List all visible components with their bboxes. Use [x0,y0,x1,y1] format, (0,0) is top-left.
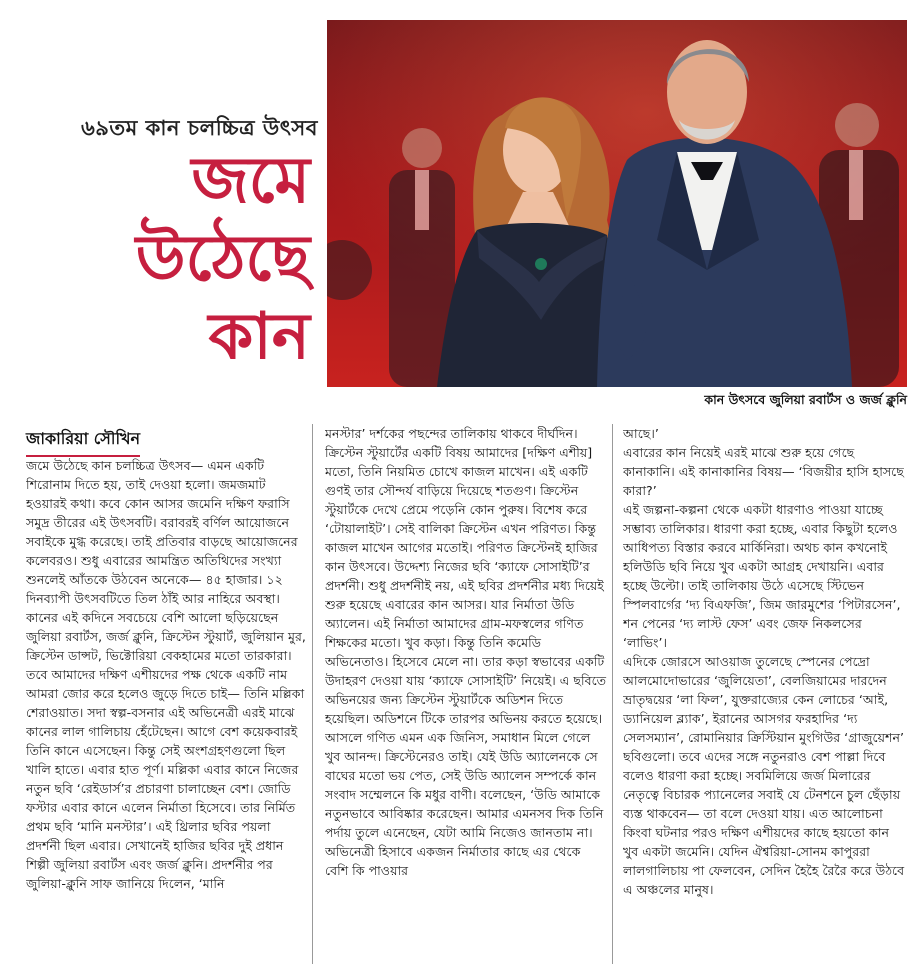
article-paragraph: এবারের কান নিয়েই এরই মাঝে শুরু হয়ে গেছে কানাকানি। এই কানাকানির বিষয়— ‘বিজয়ীর হাসি হাসছে কারা?’ [623,445,904,498]
article-paragraph: আছে।’ [623,426,659,441]
column-rule-2 [612,424,613,964]
red-carpet-photo [327,20,907,387]
feature-photo [327,20,907,387]
article-paragraph: ক্রিস্টেন স্টুয়ার্টের একটি বিষয় আমাদের [দক্ষিণ এশীয়] মতো, তিনি নিয়মিত চোখে কাজল মাখেন। এই একটি গুণই তার সৌন্দর্য বাড়িয়ে দিয়েছে শতগুণ। ক্রিস্টেন স্টুয়ার্টকে দেখে প্রেমে পড়েনি কোন পুরুষ। বিশেষ করে ‘টোয়ালাইট’। সেই বালিকা ক্রিস্টেন এখন পরিণত। কিন্তু কাজল মাখেন আগের মতোই। পরিণত ক্রিস্টেনই হাজির কান উৎসবে। উদ্দেশ্য নিজের ছবি ‘ক্যাফে সোসাইটি’র প্রদর্শনী। শুধু প্রদর্শনীই নয়, এই ছবির প্রদর্শনীর মধ্য দিয়েই শুরু হয়েছে এবারের কান আসর। যার নির্মাতা উডি অ্যালেন। এই নির্মাতা আমাদের গ্রাম-মফস্বলের গণিত শিক্ষকের মতো। খুব কড়া। কিন্তু তিনি কমেডি অভিনেতাও। হিসেবে মেলে না। তার কড়া স্বভাবের একটি উদাহরণ দেওয়া যায় ‘ক্যাফে সোসাইটি’ নিয়েই। এ ছবিতে অভিনয়ের জন্য ক্রিস্টেন স্টুয়ার্টকে অডিশন দিতে হয়েছিল। অডিশনে টিকে তারপর অভিনয় করতে হয়েছে। আসলে গণিত এমন এক জিনিস, সমাধান মিলে গেলে খুব আনন্দ। ক্রিস্টেনেরও তাই। যেই উডি অ্যালেনকে সে বাঘের মতো ভয় পেত, সেই উডি অ্যালেন সম্পর্কে কান সংবাদ সম্মেলনে কি মধুর বাণী। বলেছেন, ‘উডি আমাকে নতুনভাবে আবিষ্কার করেছেন। আমার এমনসব দিক তিনি পর্দায় তুলে এনেছেন, যেটা আমি নিজেও জানতাম না। অভিনেত্রী হিসাবে একজন নির্মাতার কাছে এর থেকে বেশি কি পাওয়ার [325,445,607,878]
article-paragraph: জমে উঠেছে কান চলচ্চিত্র উৎসব— এমন একটি শিরোনাম দিতে হয়, তাই দেওয়া হলো। জমজমাট হওয়ারই কথা। কবে কোন আসর জমেনি দক্ষিণ ফরাসি সমুদ্র তীরের এই উৎসবটি। বরাবরই বর্ণিল আয়োজনে সবাইকে মুগ্ধ করেছে। তাই প্রতিবার বাড়ছে আয়োজনের কলেবরও। শুধু এবারের আমন্ত্রিত অতিথিদের সংখ্যা শুনলেই আঁতকে উঠবেন অনেকে— ৪৫ হাজার। ১২ দিনব্যাপী উৎসবটিতে তিল ঠাঁই আর নাহিরে অবস্থা। কানের এই কদিনে সবচেয়ে বেশি আলো ছড়িয়েছেন জুলিয়া রবার্টস, জর্জ ক্লুনি, ক্রিস্টেন স্টুয়ার্ট, জুলিয়ান মুর, ক্রিস্টেন ডান্সট, ভিক্টোরিয়া বেকহামের মতো তারকারা। তবে আমাদের দক্ষিণ এশীয়দের পক্ষ থেকে একটি নাম আমরা জোর করে হলেও জুড়ে দিতে চাই— তিনি মল্লিকা শেরাওয়াত। সদা স্বল্প-বসনার এই অভিনেত্রী এরই মাঝে কানের লাল গালিচায় হেঁটেছেন। আগে বেশ কয়েকবারই তিনি কানে এসেছেন। কিন্তু সেই অংশগ্রহণগুলো ছিল খালি হাতে। এবার হাত পূর্ণ। মল্লিকা এবার কানে নিজের নতুন ছবি ‘রেইডার্স’র প্রচারণা চালাচ্ছেন বেশ। জোডি ফস্টার এবার কানে এলেন নির্মাতা হিসেবে। তার নির্মিত প্রথম ছবি ‘মানি মনস্টার’। এই থ্রিলার ছবির পয়লা প্রদর্শনী ছিল এবার। সেখানেই হাজির ছবির দুই প্রধান শিল্পী জুলিয়া রবার্টস এবং জর্জ ক্লুনি। প্রদর্শনীর পর জুলিয়া-ক্লুনি সাফ জানিয়ে দিলেন, ‘মানি [26,458,306,891]
headline [10,142,310,376]
headline-line-1: জমে উঠেছে [135,144,310,296]
photo-caption: কান উৎসবে জুলিয়া রবার্টস ও জর্জ ক্লুনি [704,392,907,407]
article-column-1 [26,456,308,966]
column-rule-1 [312,424,313,964]
article-column-2 [325,424,607,964]
article-paragraph: মনস্টার’ দর্শকের পছন্দের তালিকায় থাকবে দীর্ঘদিন। [325,426,578,441]
article-column-3 [623,424,905,964]
headline-line-2: কান [208,300,310,374]
article-paragraph: এই জল্পনা-কল্পনা থেকে একটা ধারণাও পাওয়া যাচ্ছে সম্ভাব্য তালিকার। ধারণা করা হচ্ছে, এবার কিছুটা হলেও আধিপত্য বিস্তার করবে মার্কিনিরা। অথচ কান কখনোই হলিউডি ছবি নিয়ে খুব একটা আগ্রহ দেখায়নি। এবার হচ্ছে উল্টো। তাই তালিকায় উঠে এসেছে স্টিভেন স্পিলবার্গের ‘দ্য বিএফজি’, জিম জারমুশের ‘পিটারসেন’, শন পেনের ‘দ্য লাস্ট ফেস’ এবং জেফ নিকলসের ‘লাভিং’। [623,502,901,650]
byline: জাকারিয়া সৌখিন [26,426,140,457]
kicker-title: ৬৯তম কান চলচ্চিত্র উৎসব [81,116,318,140]
article-paragraph: এদিকে জোরসে আওয়াজ তুলেছে স্পেনের পেদ্রো আলমোদোভারের ‘জুলিয়েতা’, বেলজিয়ামের দারদেন ভ্রাতৃদ্বয়ের ‘লা ফিল’, যুক্তরাজ্যের কেন লোচের ‘আই, ড্যানিয়েল ব্ল্যাক’, ইরানের আসগর ফরহাদির ‘দ্য সেলসম্যান’, রোমানিয়ার ক্রিস্টিয়ান মুংগিউর ‘গ্রাজুয়েশন’ ছবিগুলো। তবে এদের সঙ্গে নতুনরাও বেশ পাল্লা দিবে বলেও ধারণা করা হচ্ছে। সবমিলিয়ে জর্জ মিলারের নেতৃত্বে বিচারক প্যানেলের সবাই যে টেনশনে চুল ছেঁড়ায় ব্যস্ত থাকবেন— তা বলে দেওয়া যায়। এত আলোচনা কিংবা ঘটনার পরও দক্ষিণ এশীয়দের কাছে হয়তো কান খুব একটা জমেনি। যেদিন ঐশ্বরিয়া-সোনম কাপুররা লালগালিচায় পা ফেলবেন, সেদিন হৈহৈ রৈরৈ করে উঠবে এ অঞ্চলের মানুষ। [623,654,905,897]
